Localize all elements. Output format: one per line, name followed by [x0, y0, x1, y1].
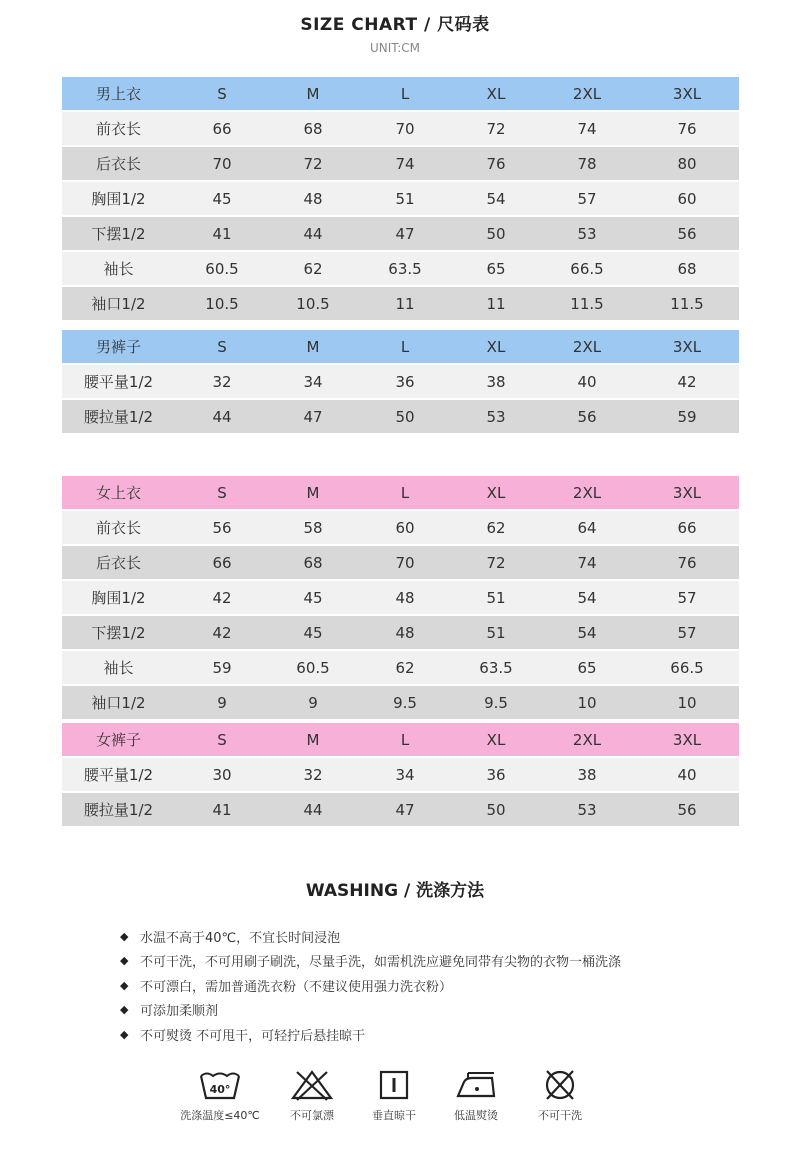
table-cell: 53	[539, 216, 635, 251]
table-cell: 80	[635, 146, 739, 181]
header-cell: XL	[453, 723, 539, 757]
header-cell: L	[357, 77, 453, 111]
header-cell: 3XL	[635, 77, 739, 111]
table-cell: 袖长	[62, 251, 175, 286]
table-cell: 72	[269, 146, 357, 181]
table-row	[62, 757, 739, 792]
table-cell: 腰平量1/2	[62, 757, 175, 792]
table-cell: 54	[539, 580, 635, 615]
table-cell: 51	[357, 181, 453, 216]
table-cell: 78	[539, 146, 635, 181]
table-cell: 60.5	[269, 650, 357, 685]
care-item-low-iron	[436, 1068, 516, 1123]
table-cell: 70	[357, 111, 453, 146]
table-cell: 50	[453, 792, 539, 827]
table-cell: 72	[453, 111, 539, 146]
women-pants-table	[62, 723, 739, 828]
table-cell: 60.5	[175, 251, 269, 286]
table-cell: 74	[539, 111, 635, 146]
table-cell: 38	[453, 364, 539, 399]
table-cell: 60	[635, 181, 739, 216]
table-cell: 60	[357, 510, 453, 545]
instruction-text: 可添加柔顺剂	[140, 1004, 219, 1020]
table-header-row	[62, 77, 739, 111]
table-cell: 前衣长	[62, 111, 175, 146]
table-cell: 50	[357, 399, 453, 434]
icon-caption: 低温熨烫	[454, 1109, 498, 1122]
table-cell: 66.5	[635, 650, 739, 685]
table-cell: 后衣长	[62, 146, 175, 181]
table-row	[62, 399, 739, 434]
unit-label: UNIT:CM	[369, 41, 421, 55]
table-cell: 40	[635, 757, 739, 792]
instruction-text: 不可漂白，需加普通洗衣粉（不建议使用强力洗衣粉）	[140, 979, 453, 995]
low-iron-icon	[454, 1068, 498, 1102]
table-cell: 58	[269, 510, 357, 545]
header-cell: 2XL	[539, 330, 635, 364]
table-cell: 38	[539, 757, 635, 792]
header-cell: S	[175, 77, 269, 111]
table-cell: 64	[539, 510, 635, 545]
table-cell: 42	[175, 615, 269, 650]
washing-title: WASHING / 洗涤方法	[305, 881, 485, 901]
table-cell: 51	[453, 580, 539, 615]
table-cell: 10.5	[175, 286, 269, 321]
table-cell: 前衣长	[62, 510, 175, 545]
table-cell: 41	[175, 792, 269, 827]
table-cell: 腰拉量1/2	[62, 399, 175, 434]
table-cell: 下摆1/2	[62, 216, 175, 251]
table-row	[62, 685, 739, 720]
header-cell: 2XL	[539, 723, 635, 757]
instruction-text: 不可熨烫 不可甩干，可轻拧后悬挂晾干	[140, 1028, 366, 1044]
table-cell: 59	[635, 399, 739, 434]
table-cell: 47	[357, 792, 453, 827]
table-cell: 76	[635, 545, 739, 580]
header-cell: XL	[453, 330, 539, 364]
table-cell: 70	[357, 545, 453, 580]
diamond-bullet-icon: ◆	[120, 1003, 129, 1017]
table-cell: 76	[453, 146, 539, 181]
table-cell: 56	[175, 510, 269, 545]
table-cell: 74	[357, 146, 453, 181]
header-cell: S	[175, 723, 269, 757]
table-cell: 47	[269, 399, 357, 434]
table-cell: 44	[269, 216, 357, 251]
table-cell: 74	[539, 545, 635, 580]
table-cell: 42	[175, 580, 269, 615]
table-cell: 72	[453, 545, 539, 580]
table-cell: 40	[539, 364, 635, 399]
diamond-bullet-icon: ◆	[120, 929, 129, 943]
table-cell: 65	[539, 650, 635, 685]
table-cell: 45	[269, 615, 357, 650]
icon-caption: 垂直晾干	[372, 1109, 416, 1122]
table-row	[62, 650, 739, 685]
care-item-no-bleach	[272, 1068, 352, 1123]
header-cell: 男上衣	[62, 77, 175, 111]
table-cell: 57	[539, 181, 635, 216]
table-row	[62, 545, 739, 580]
header-cell: 2XL	[539, 476, 635, 510]
page-title: SIZE CHART / 尺码表	[300, 15, 490, 35]
table-row	[62, 286, 739, 321]
table-cell: 45	[269, 580, 357, 615]
table-row	[62, 364, 739, 399]
table-row	[62, 792, 739, 827]
men-pants-table	[62, 330, 739, 435]
list-item	[120, 1022, 621, 1047]
hang-dry-icon	[372, 1068, 416, 1102]
table-cell: 62	[269, 251, 357, 286]
table-row	[62, 251, 739, 286]
table-row	[62, 216, 739, 251]
header-cell: M	[269, 723, 357, 757]
header-cell: S	[175, 476, 269, 510]
table-cell: 胸围1/2	[62, 580, 175, 615]
icon-caption: 不可氯漂	[290, 1109, 334, 1122]
header-cell: M	[269, 330, 357, 364]
table-cell: 袖口1/2	[62, 286, 175, 321]
table-row	[62, 615, 739, 650]
table-cell: 56	[635, 792, 739, 827]
header-cell: 男裤子	[62, 330, 175, 364]
table-cell: 34	[357, 757, 453, 792]
header-cell: 2XL	[539, 77, 635, 111]
table-cell: 54	[453, 181, 539, 216]
instruction-text: 水温不高于40℃，不宜长时间浸泡	[140, 930, 341, 946]
table-cell: 11	[357, 286, 453, 321]
diamond-bullet-icon: ◆	[120, 1027, 129, 1041]
table-cell: 63.5	[357, 251, 453, 286]
table-cell: 48	[357, 615, 453, 650]
table-cell: 53	[453, 399, 539, 434]
men-top-table	[62, 77, 739, 322]
table-cell: 32	[175, 364, 269, 399]
list-item	[120, 973, 621, 998]
table-cell: 48	[357, 580, 453, 615]
table-row	[62, 111, 739, 146]
no-bleach-icon	[290, 1068, 334, 1102]
table-cell: 56	[635, 216, 739, 251]
table-cell: 41	[175, 216, 269, 251]
women-top-table	[62, 476, 739, 721]
diamond-bullet-icon: ◆	[120, 978, 129, 992]
icon-caption: 洗涤温度≤40℃	[180, 1109, 260, 1122]
table-header-row	[62, 476, 739, 510]
header-cell: 女裤子	[62, 723, 175, 757]
table-cell: 11.5	[539, 286, 635, 321]
table-cell: 59	[175, 650, 269, 685]
no-dry-clean-icon	[538, 1068, 582, 1102]
table-cell: 65	[453, 251, 539, 286]
wash-40-icon	[198, 1068, 242, 1102]
diamond-bullet-icon: ◆	[120, 954, 129, 968]
icon-caption: 不可干洗	[538, 1109, 582, 1122]
table-cell: 11.5	[635, 286, 739, 321]
table-cell: 30	[175, 757, 269, 792]
table-cell: 袖口1/2	[62, 685, 175, 720]
table-cell: 50	[453, 216, 539, 251]
header-cell: L	[357, 476, 453, 510]
header-cell: L	[357, 330, 453, 364]
table-cell: 62	[453, 510, 539, 545]
table-cell: 10.5	[269, 286, 357, 321]
care-item-no-dry-clean	[520, 1068, 600, 1123]
header-cell: S	[175, 330, 269, 364]
table-cell: 42	[635, 364, 739, 399]
table-cell: 44	[269, 792, 357, 827]
table-cell: 10	[635, 685, 739, 720]
table-cell: 66	[175, 545, 269, 580]
table-cell: 后衣长	[62, 545, 175, 580]
table-cell: 66.5	[539, 251, 635, 286]
table-cell: 56	[539, 399, 635, 434]
list-item	[120, 949, 621, 974]
table-cell: 63.5	[453, 650, 539, 685]
table-cell: 36	[453, 757, 539, 792]
table-cell: 66	[175, 111, 269, 146]
table-cell: 68	[269, 111, 357, 146]
header-cell: 3XL	[635, 330, 739, 364]
table-cell: 11	[453, 286, 539, 321]
header-cell: XL	[453, 476, 539, 510]
table-cell: 45	[175, 181, 269, 216]
table-cell: 51	[453, 615, 539, 650]
table-cell: 9	[269, 685, 357, 720]
washing-instructions	[120, 924, 621, 1047]
table-cell: 57	[635, 615, 739, 650]
table-cell: 9	[175, 685, 269, 720]
care-item-hang-dry	[354, 1068, 434, 1123]
table-cell: 下摆1/2	[62, 615, 175, 650]
table-cell: 62	[357, 650, 453, 685]
header-cell: XL	[453, 77, 539, 111]
table-cell: 胸围1/2	[62, 181, 175, 216]
table-cell: 44	[175, 399, 269, 434]
table-cell: 9.5	[453, 685, 539, 720]
table-cell: 53	[539, 792, 635, 827]
header-cell: M	[269, 476, 357, 510]
list-item	[120, 924, 621, 949]
table-cell: 32	[269, 757, 357, 792]
instruction-text: 不可干洗，不可用刷子刷洗，尽量手洗，如需机洗应避免同带有尖物的衣物一桶洗涤	[140, 955, 622, 971]
table-cell: 68	[635, 251, 739, 286]
header-cell: 3XL	[635, 476, 739, 510]
table-row	[62, 580, 739, 615]
table-header-row	[62, 330, 739, 364]
table-row	[62, 510, 739, 545]
care-icons	[180, 1068, 600, 1128]
header-cell: L	[357, 723, 453, 757]
table-cell: 36	[357, 364, 453, 399]
table-cell: 腰平量1/2	[62, 364, 175, 399]
header-cell: 3XL	[635, 723, 739, 757]
table-cell: 34	[269, 364, 357, 399]
list-item	[120, 998, 621, 1023]
table-cell: 袖长	[62, 650, 175, 685]
table-row	[62, 146, 739, 181]
table-cell: 9.5	[357, 685, 453, 720]
wash-temp-label: 40°	[209, 1083, 231, 1096]
table-header-row	[62, 723, 739, 757]
table-cell: 76	[635, 111, 739, 146]
care-item-wash	[180, 1068, 260, 1123]
table-cell: 腰拉量1/2	[62, 792, 175, 827]
table-cell: 10	[539, 685, 635, 720]
table-cell: 68	[269, 545, 357, 580]
table-row	[62, 181, 739, 216]
header-cell: 女上衣	[62, 476, 175, 510]
table-cell: 47	[357, 216, 453, 251]
header-cell: M	[269, 77, 357, 111]
table-cell: 54	[539, 615, 635, 650]
table-cell: 66	[635, 510, 739, 545]
table-cell: 70	[175, 146, 269, 181]
table-cell: 48	[269, 181, 357, 216]
table-cell: 57	[635, 580, 739, 615]
